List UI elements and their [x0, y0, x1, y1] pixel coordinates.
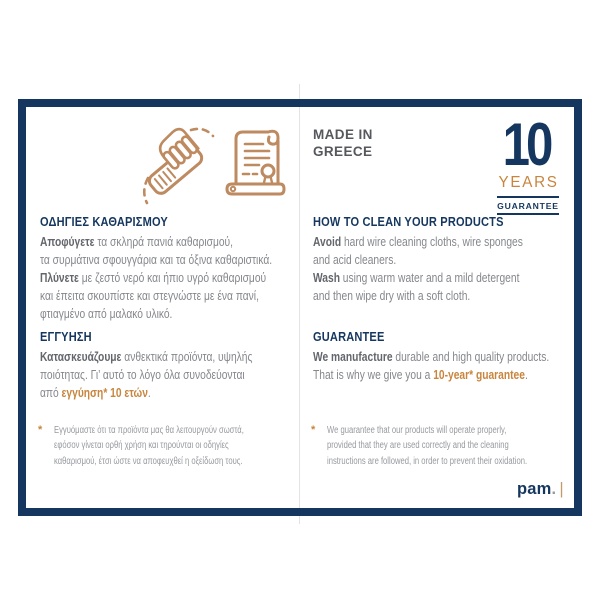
english-cleaning-heading: HOW TO CLEAN YOUR PRODUCTS [313, 214, 504, 229]
badge-guarantee-label: GUARANTEE [497, 196, 559, 215]
pam-brand-logo [517, 480, 564, 499]
body-line [40, 366, 252, 384]
made-in-greece-label [313, 127, 373, 160]
line-text: . [147, 386, 151, 400]
certificate-scroll-icon [224, 124, 286, 207]
brand-name: pam [517, 480, 552, 498]
body-line [313, 269, 523, 287]
footnote-line: instructions are followed, in order to prevent their oxidation. [327, 455, 528, 467]
footnote-line: καθαρισμού, έτσι ώστε να αποφευχθεί η οξείδωση τους. [54, 455, 243, 467]
line-text: and acid cleaners. [313, 253, 397, 267]
made-in-line1: MADE IN [313, 127, 373, 142]
body-line [313, 348, 549, 366]
bold-lead: Wash [313, 271, 340, 285]
greek-footnote [38, 423, 298, 469]
greek-cleaning-paragraph [40, 233, 323, 323]
line-text: using warm water and a mild detergent [339, 271, 520, 285]
line-text: φτιαγμένο από μαλακό υλικό. [40, 307, 173, 321]
line-text: τα σκληρά πανιά καθαρισμού, [94, 235, 234, 249]
footnote-line: provided that they are used correctly and the cleaning [327, 440, 509, 452]
footnote-line: We guarantee that our products will operate properly, [327, 425, 507, 436]
body-line [40, 348, 252, 366]
made-in-line2: GREECE [313, 143, 373, 159]
english-guarantee-heading: GUARANTEE [313, 329, 385, 344]
line-text: και έπειτα σκουπίστε και στεγνώστε με ένα πανί, [40, 289, 259, 303]
english-guarantee-paragraph [313, 348, 600, 384]
footnote-line: εφόσον γίνεται ορθή χρήση και τηρούνται οι οδηγίες [54, 440, 229, 452]
line-text: . [524, 368, 528, 382]
greek-guarantee-heading: ΕΓΓΥΗΣΗ [40, 329, 92, 344]
brand-dot: . [551, 480, 557, 498]
brand-cursor-bar: | [559, 480, 564, 498]
bold-lead: Πλύνετε [40, 271, 79, 285]
footnote-line: Εγγυόμαστε ότι τα προϊόντα μας θα λειτουργούν σωστά, [54, 425, 244, 436]
body-line [40, 384, 252, 402]
greek-guarantee-paragraph [40, 348, 299, 402]
line-text: and then wipe dry with a soft cloth. [313, 289, 471, 303]
guarantee-accent-text: εγγύηση* 10 ετών [61, 386, 148, 400]
body-line [313, 366, 549, 384]
english-footnote [311, 423, 573, 469]
footnote-text [327, 423, 527, 469]
bold-lead: We manufacture [313, 350, 393, 364]
line-text: από [40, 386, 62, 400]
line-text: ποιότητας. Γι’ αυτό το λόγο όλα συνοδεύονται [40, 368, 245, 382]
ten-years-guarantee-badge [497, 111, 559, 215]
bold-lead: Κατασκευάζουμε [40, 350, 122, 364]
body-line [40, 287, 272, 305]
line-text: durable and high quality products. [392, 350, 550, 364]
greek-cleaning-heading: ΟΔΗΓΙΕΣ ΚΑΘΑΡΙΣΜΟΥ [40, 214, 168, 229]
body-line [313, 251, 523, 269]
body-line [313, 287, 523, 305]
badge-number: 10 [502, 111, 550, 178]
line-text: τα συρμάτινα σφουγγάρια και τα όξινα καθαριστικά. [40, 253, 273, 267]
guarantee-accent-text: 10-year* guarantee [433, 368, 525, 382]
footnote-asterisk: * [311, 424, 316, 436]
line-text: ανθεκτικά προϊόντα, υψηλής [121, 350, 253, 364]
body-line [40, 305, 272, 323]
line-text: hard wire cleaning cloths, wire sponges [341, 235, 523, 249]
footnote-text [54, 423, 244, 469]
body-line [40, 251, 272, 269]
english-cleaning-paragraph [313, 233, 569, 305]
body-line [40, 233, 272, 251]
bold-lead: Αποφύγετε [40, 235, 95, 249]
bold-lead: Avoid [313, 235, 342, 249]
badge-years-label: YEARS [498, 174, 559, 191]
footnote-asterisk: * [38, 424, 43, 436]
body-line [313, 233, 523, 251]
hand-wiping-cloth-icon [134, 120, 220, 211]
line-text: That is why we give you a [313, 368, 434, 382]
body-line [40, 269, 272, 287]
line-text: με ζεστό νερό και ήπιο υγρό καθαρισμού [78, 271, 267, 285]
